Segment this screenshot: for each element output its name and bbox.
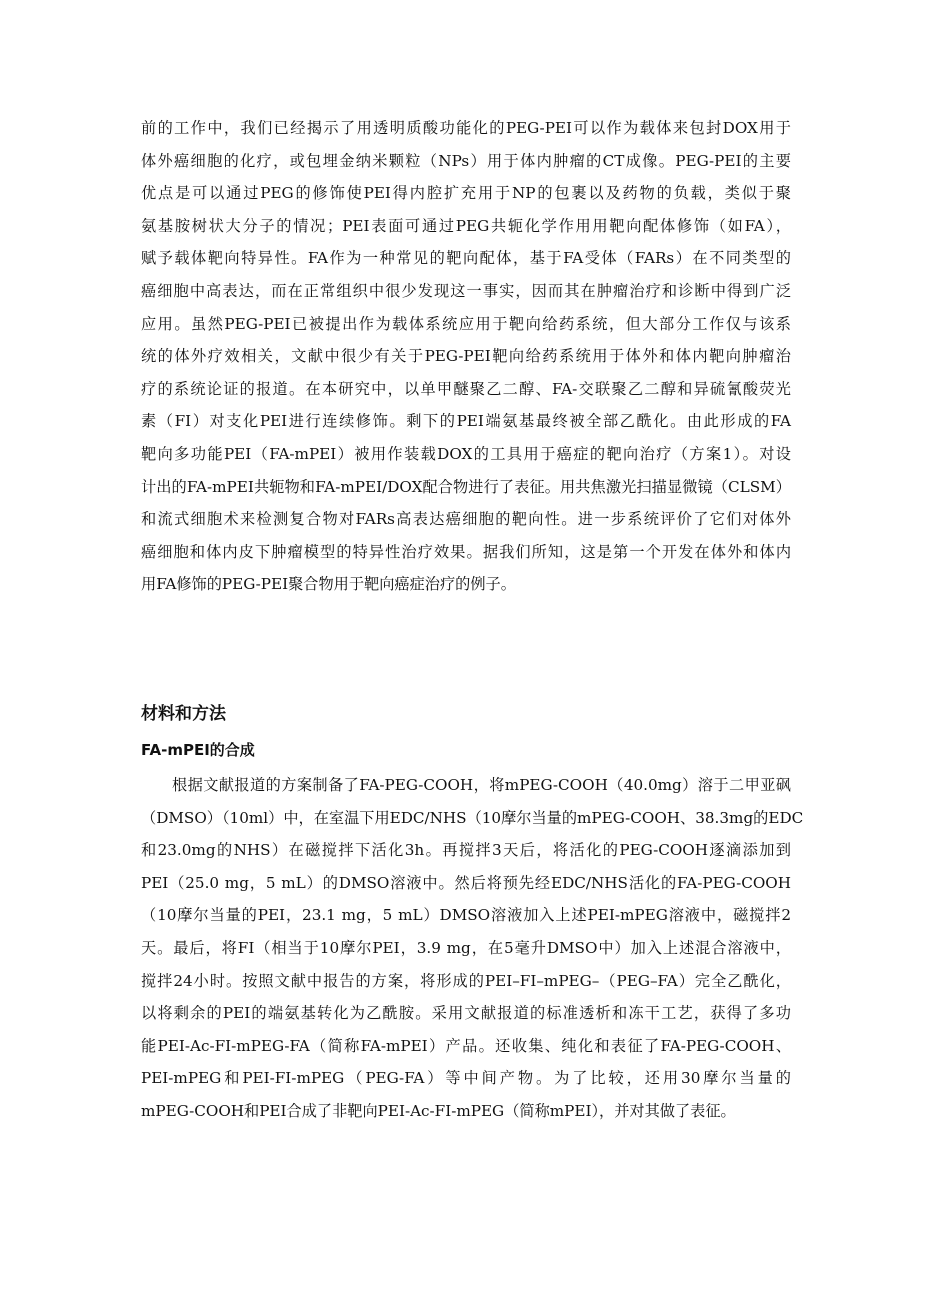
- paragraph-line: 应用。虽然PEG-PEI已被提出作为载体系统应用于靶向给药系统，但大部分工作仅与该系: [141, 314, 791, 333]
- methods-paragraph: [141, 769, 804, 1128]
- paragraph-line: 以将剩余的PEI的端氨基转化为乙酰胺。采用文献报道的标准透析和冻干工艺，获得了多功: [141, 1004, 791, 1023]
- intro-paragraph: [141, 112, 791, 601]
- paragraph-line: 统的体外疗效相关，文献中很少有关于PEG-PEI靶向给药系统用于体外和体内靶向肿瘤治: [141, 347, 791, 366]
- paragraph-line: 体外癌细胞的化疗，或包埋金纳米颗粒（NPs）用于体内肿瘤的CT成像。PEG-PEI的主要: [141, 151, 791, 170]
- paragraph-line: 素（FI）对支化PEI进行连续修饰。剩下的PEI端氨基最终被全部乙酰化。由此形成的FA: [141, 412, 791, 431]
- paragraph-line: 用FA修饰的PEG-PEI聚合物用于靶向癌症治疗的例子。: [141, 575, 516, 594]
- paragraph-line: （10摩尔当量的PEI，23.1 mg，5 mL）DMSO溶液加入上述PEI-mPEG溶液中，磁搅拌2: [141, 906, 791, 925]
- paragraph-line: （DMSO）（10ml）中，在室温下用EDC/NHS（10摩尔当量的mPEG-COOH、38.3mg的EDC: [141, 808, 804, 827]
- paragraph-line: 和流式细胞术来检测复合物对FARs高表达癌细胞的靶向性。进一步系统评价了它们对体外: [141, 510, 791, 529]
- paragraph-line: 疗的系统论证的报道。在本研究中，以单甲醚聚乙二醇、FA-交联聚乙二醇和异硫氰酸荧光: [141, 379, 791, 398]
- section-heading: 材料和方法: [141, 704, 226, 724]
- paragraph-line: PEI（25.0 mg，5 mL）的DMSO溶液中。然后将预先经EDC/NHS活化的FA-PEG-COOH: [141, 873, 791, 892]
- paragraph-line: 靶向多功能PEI（FA-mPEI）被用作装载DOX的工具用于癌症的靶向治疗（方案1）。对设: [141, 444, 791, 463]
- paragraph-line: mPEG-COOH和PEI合成了非靶向PEI-Ac-FI-mPEG（简称mPEI），并对其做了表征。: [141, 1101, 736, 1120]
- paragraph-line: 氨基胺树状大分子的情况；PEI表面可通过PEG共轭化学作用用靶向配体修饰（如FA），: [141, 216, 791, 235]
- paragraph-line: 癌细胞和体内皮下肿瘤模型的特异性治疗效果。据我们所知，这是第一个开发在体外和体内: [141, 542, 791, 561]
- paragraph-line: 计出的FA-mPEI共轭物和FA-mPEI/DOX配合物进行了表征。用共焦激光扫描显微镜（CLSM）: [141, 477, 791, 496]
- paragraph-line: 癌细胞中高表达，而在正常组织中很少发现这一事实，因而其在肿瘤治疗和诊断中得到广泛: [141, 281, 791, 300]
- paragraph-line: 前的工作中，我们已经揭示了用透明质酸功能化的PEG-PEI可以作为载体来包封DOX用于: [141, 119, 791, 137]
- paragraph-line: 搅拌24小时。按照文献中报告的方案，将形成的PEI–FI–mPEG–（PEG–FA）完全乙酰化，: [141, 971, 791, 990]
- paragraph-line: 赋予载体靶向特异性。FA作为一种常见的靶向配体，基于FA受体（FARs）在不同类型的: [141, 249, 791, 268]
- subsection-heading: FA-mPEI的合成: [141, 741, 255, 759]
- paragraph-line: 优点是可以通过PEG的修饰使PEI得内腔扩充用于NP的包裹以及药物的负载，类似于聚: [141, 184, 791, 203]
- paragraph-line: PEI-mPEG和PEI-FI-mPEG（PEG-FA）等中间产物。为了比较，还用30摩尔当量的: [141, 1069, 791, 1088]
- paragraph-line: 和23.0mg的NHS）在磁搅拌下活化3h。再搅拌3天后，将活化的PEG-COOH逐滴添加到: [141, 841, 791, 860]
- paragraph-line: 天。最后，将FI（相当于10摩尔PEI，3.9 mg，在5毫升DMSO中）加入上述混合溶液中，: [141, 938, 791, 957]
- paragraph-line: 根据文献报道的方案制备了FA-PEG-COOH，将mPEG-COOH（40.0mg）溶于二甲亚砜: [172, 776, 791, 794]
- paragraph-line: 能PEI-Ac-FI-mPEG-FA（简称FA-mPEI）产品。还收集、纯化和表征了FA-PEG-COOH、: [141, 1036, 791, 1055]
